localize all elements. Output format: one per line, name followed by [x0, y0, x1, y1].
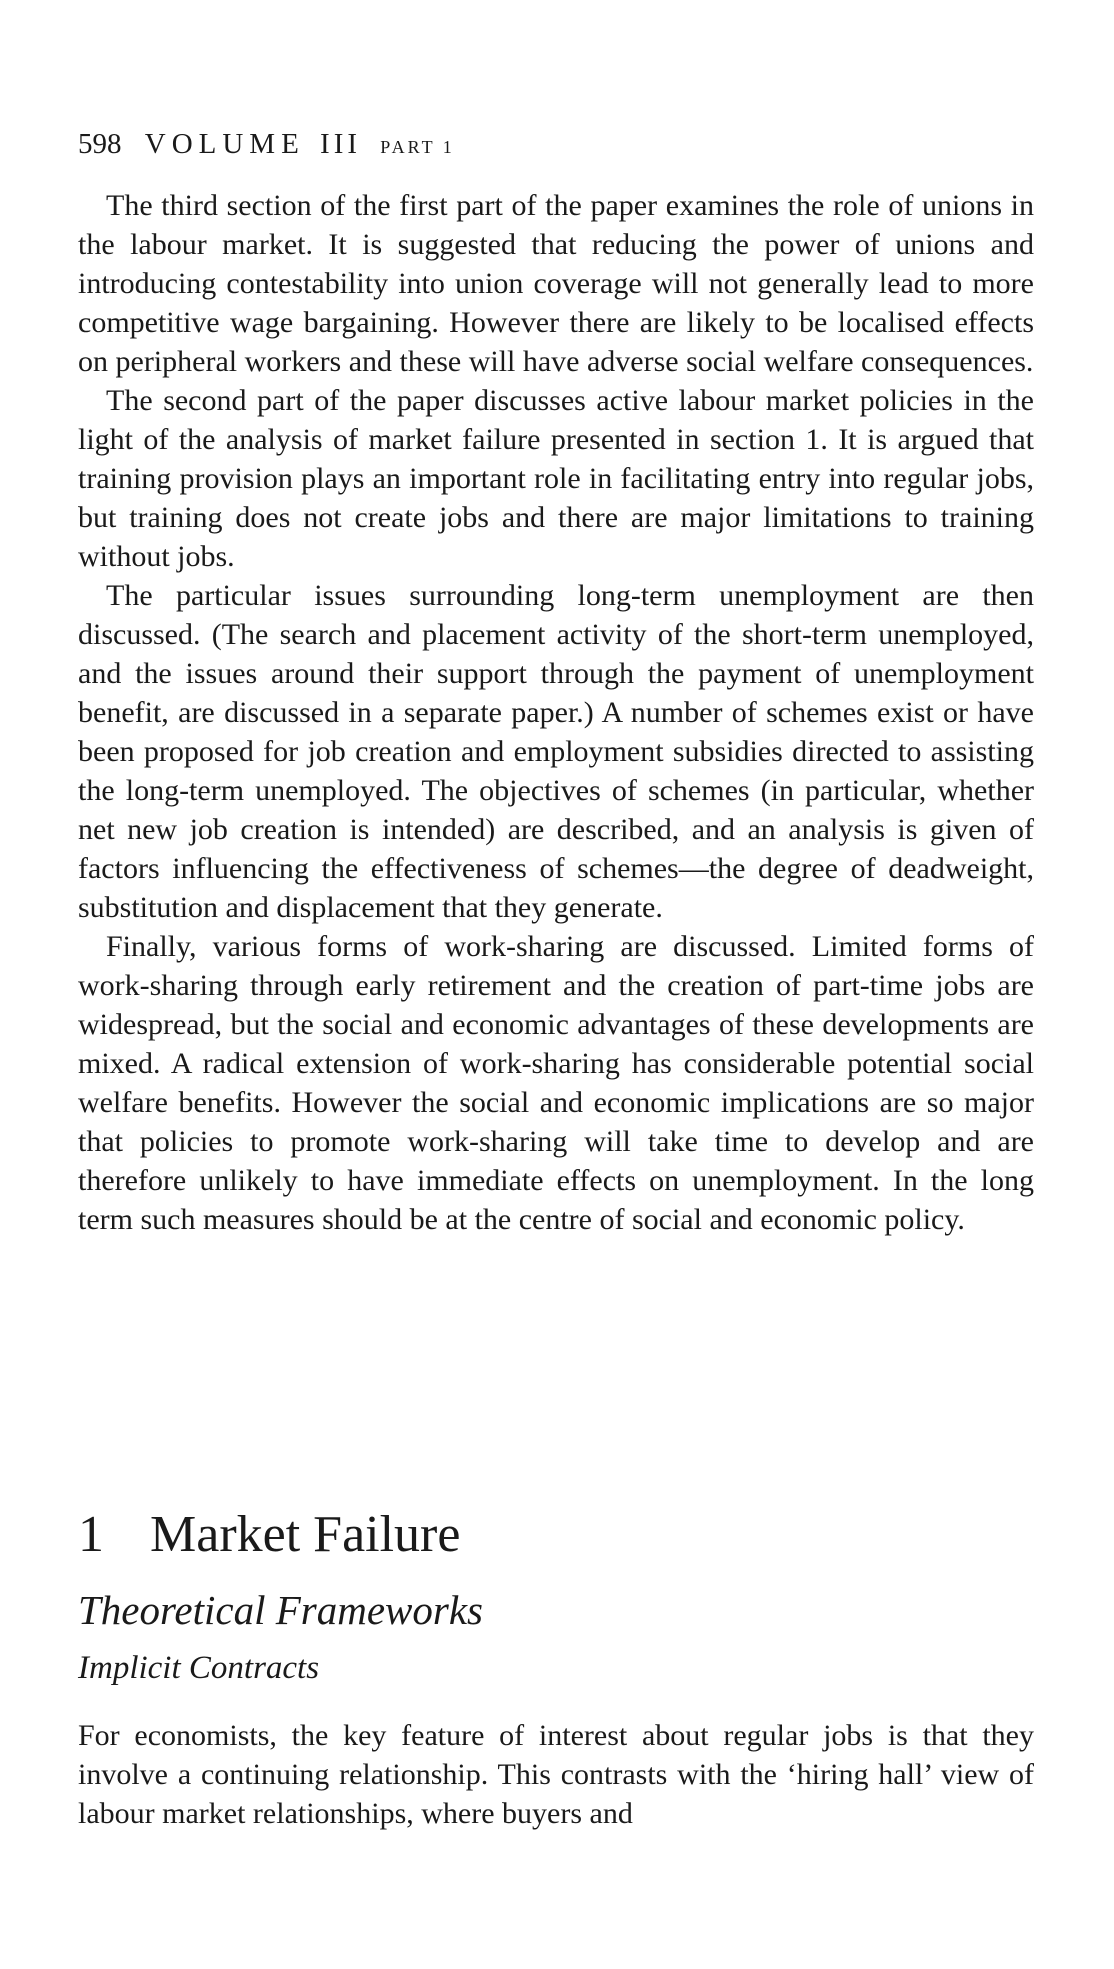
section-body-text [78, 1716, 1034, 1833]
paragraph: The second part of the paper discusses active labour market policies in the light of the analysis of market failure presented in section 1. It is argued that training provision plays an important role in facilitating entry into regular jobs, but training does not create jobs and there are major limitations to training without jobs. [78, 384, 1034, 573]
paragraph: For economists, the key feature of interest about regular jobs is that they involve a continuing relationship. This contrasts with the ‘hiring hall’ view of labour market relationships, where buyers and [78, 1719, 1034, 1830]
part-label: PART 1 [380, 137, 455, 157]
paragraph: Finally, various forms of work-sharing are discussed. Limited forms of work-sharing through early retirement and the creation of part-time jobs are widespread, but the social and economic advantages of these developments are mixed. A radical extension of work-sharing has considerable potential social welfare benefits. However the social and economic implications are so major that policies to promote work-sharing will take time to develop and are therefore unlikely to have immediate effects on unemployment. In the long term such measures should be at the centre of social and economic policy. [78, 930, 1034, 1236]
section-number: 1 [78, 1506, 104, 1563]
paragraph: The particular issues surrounding long-term unemployment are then discussed. (The search and placement activity of the short-term unemployed, and the issues around their support through the payment of unemployment benefit, are discussed in a separate paper.) A number of schemes exist or have been proposed for job creation and employment subsidies directed to assisting the long-term unemployed. The objectives of schemes (in particular, whether net new job creation is intended) are described, and an analysis is given of factors influencing the effectiveness of schemes—the degree of deadweight, substitution and displacement that they generate. [78, 579, 1034, 924]
section-heading [78, 1505, 460, 1564]
volume-number: III [320, 128, 362, 160]
subsection-heading: Theoretical Frameworks [78, 1587, 484, 1633]
section-title: Market Failure [150, 1506, 461, 1563]
intro-text [78, 186, 1034, 1239]
volume-label: VOLUME [144, 128, 305, 160]
running-head [78, 128, 455, 161]
page-number: 598 [78, 128, 122, 160]
subsubsection-heading: Implicit Contracts [78, 1650, 320, 1686]
paragraph: The third section of the first part of the paper examines the role of unions in the labour market. It is suggested that reducing the power of unions and introducing contestability into union coverage will not generally lead to more competitive wage bargaining. However there are likely to be localised effects on peripheral workers and these will have adverse social welfare consequences. [78, 189, 1034, 378]
